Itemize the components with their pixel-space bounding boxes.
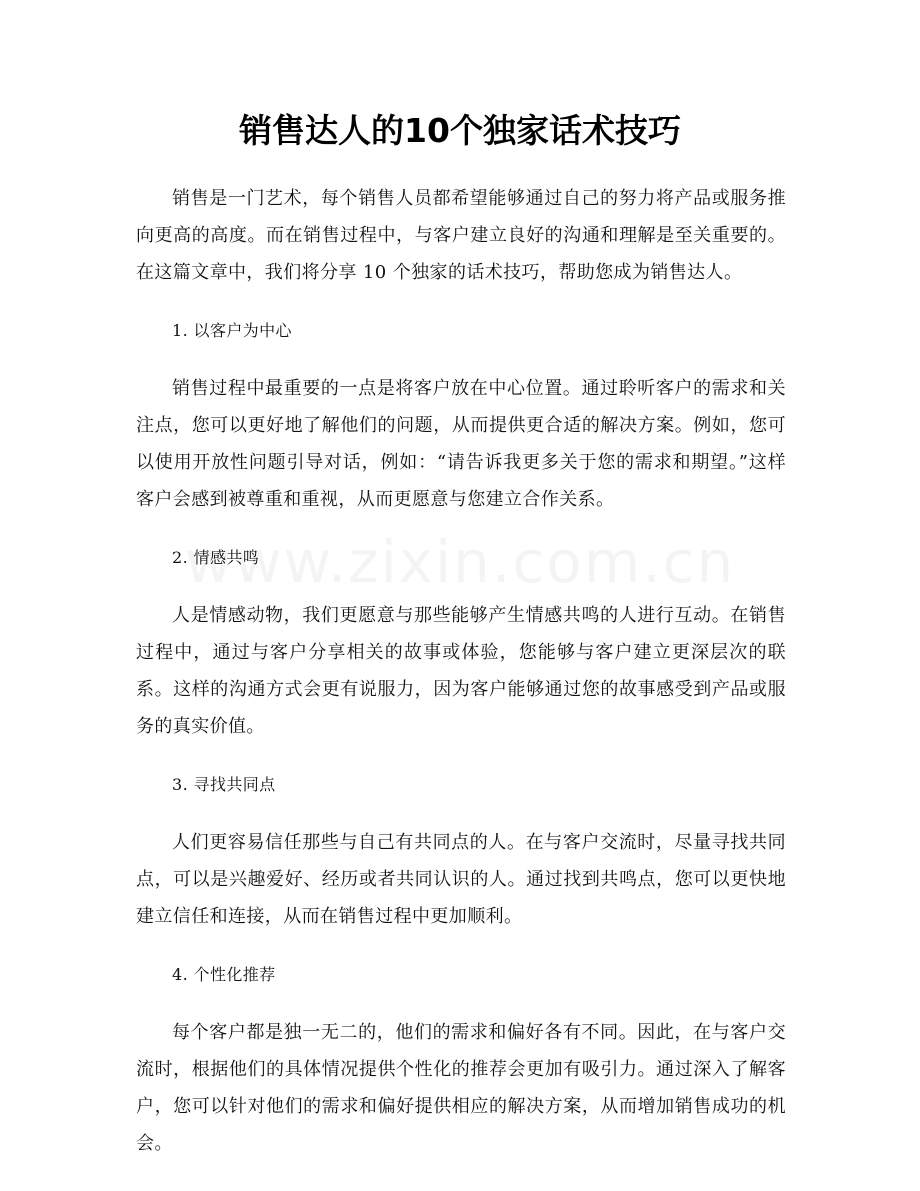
section-body-1: 销售过程中最重要的一点是将客户放在中心位置。通过聆听客户的需求和关注点，您可以更好地了解他们的问题，从而提供更合适的解决方案。例如，您可以使用开放性问题引导对话，例如：“请告诉我更多关于您的需求和期望。”这样客户会感到被尊重和重视，从而更愿意与您建立合作关系。 <box>136 378 786 510</box>
document-body <box>136 180 786 1183</box>
section-body-4: 每个客户都是独一无二的，他们的需求和偏好各有不同。因此，在与客户交流时，根据他们的具体情况提供个性化的推荐会更加有吸引力。通过深入了解客户，您可以针对他们的需求和偏好提供相应的解决方案，从而增加销售成功的机会。 <box>136 1022 786 1154</box>
section-body-3: 人们更容易信任那些与自己有共同点的人。在与客户交流时，尽量寻找共同点，可以是兴趣爱好、经历或者共同认识的人。通过找到共鸣点，您可以更快地建立信任和连接，从而在销售过程中更加顺利。 <box>136 832 786 927</box>
section-body-2: 人是情感动物，我们更愿意与那些能够产生情感共鸣的人进行互动。在销售过程中，通过与客户分享相关的故事或体验，您能够与客户建立更深层次的联系。这样的沟通方式会更有说服力，因为客户能够通过您的故事感受到产品或服务的真实价值。 <box>136 605 786 737</box>
intro-paragraph: 销售是一门艺术，每个销售人员都希望能够通过自己的努力将产品或服务推向更高的高度。而在销售过程中，与客户建立良好的沟通和理解是至关重要的。在这篇文章中，我们将分享 10 个独家的话术技巧，帮助您成为销售达人。 <box>136 188 786 283</box>
section-heading-3: 3. 寻找共同点 <box>172 775 276 794</box>
section-heading-4: 4. 个性化推荐 <box>172 965 276 984</box>
document-title: 销售达人的10个独家话术技巧 <box>239 111 681 150</box>
section-heading-1: 1. 以客户为中心 <box>172 321 292 340</box>
section-heading-2: 2. 情感共鸣 <box>172 548 260 567</box>
